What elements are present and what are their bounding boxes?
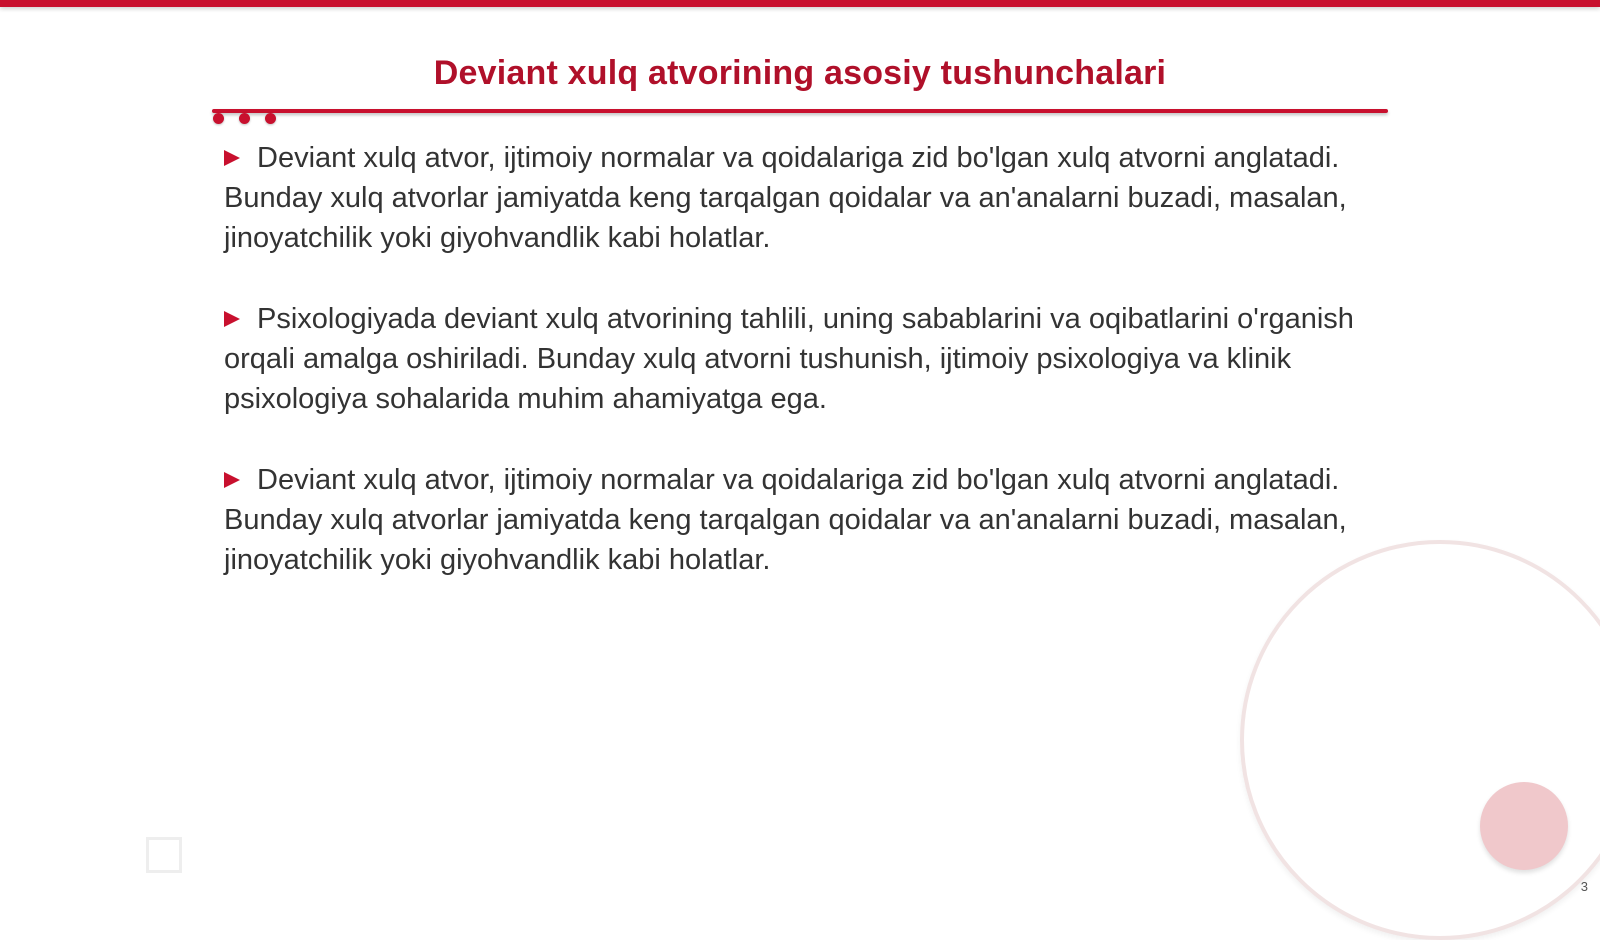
triangle-right-icon <box>224 311 240 327</box>
title-decoration-dot <box>265 113 276 124</box>
title-decoration-dot <box>239 113 250 124</box>
bullet-text: Deviant xulq atvor, ijtimoiy normalar va qoidalariga zid bo'lgan xulq atvorni anglatadi. Bunday xulq atvorlar jamiyatda keng tarqalgan qoidalar va an'analarni buzadi, masalan, jinoyatchilik yoki giyohvandlik kabi holatlar. <box>224 464 1347 576</box>
bullet-item <box>224 460 1374 580</box>
page-number: 3 <box>1580 879 1588 894</box>
triangle-right-icon <box>224 150 240 166</box>
bullet-text: Deviant xulq atvor, ijtimoiy normalar va qoidalariga zid bo'lgan xulq atvorni anglatadi. Bunday xulq atvorlar jamiyatda keng tarqalgan qoidalar va an'analarni buzadi, masalan, jinoyatchilik yoki giyohvandlik kabi holatlar. <box>224 142 1347 254</box>
top-accent-bar <box>0 0 1600 7</box>
triangle-right-icon <box>224 472 240 488</box>
bullet-list <box>224 138 1374 621</box>
bullet-item <box>224 138 1374 258</box>
decorative-circle-filled <box>1480 782 1568 870</box>
title-decoration-dot <box>213 113 224 124</box>
bullet-item <box>224 299 1374 419</box>
title-underline <box>212 109 1388 113</box>
slide-title: Deviant xulq atvorining asosiy tushunchalari <box>433 54 1167 92</box>
decorative-square <box>146 837 182 873</box>
bullet-text: Psixologiyada deviant xulq atvorining tahlili, uning sabablarini va oqibatlarini o'rganish orqali amalga oshiriladi. Bunday xulq atvorni tushunish, ijtimoiy psixologiya va klinik psixologiya sohalarida muhim ahamiyatga ega. <box>224 303 1354 415</box>
